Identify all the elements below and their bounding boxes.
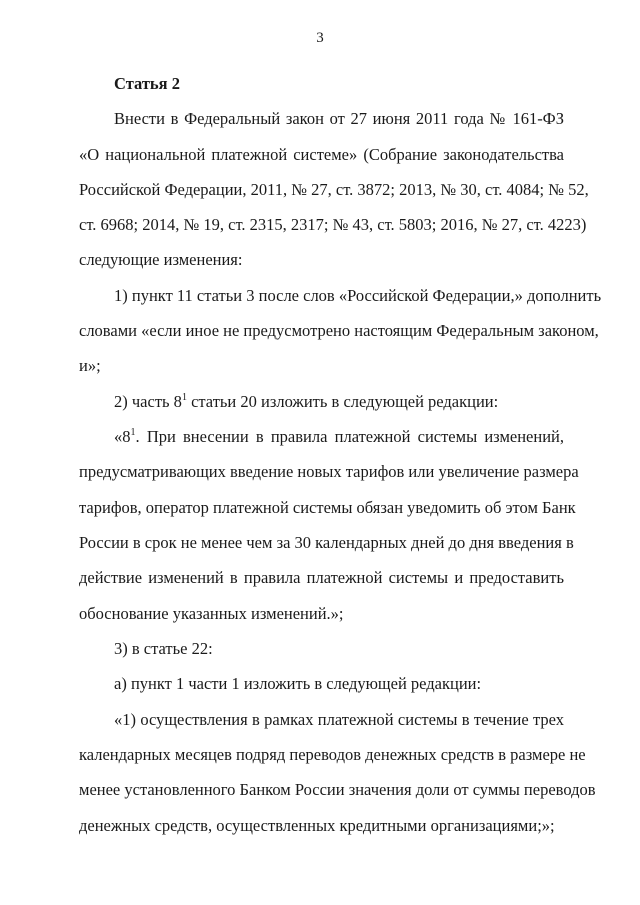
quote81-line-6: обоснование указанных изменений.»;	[79, 604, 344, 623]
quote81-line-3: тарифов, оператор платежной системы обязан уведомить об этом Банк	[79, 498, 576, 517]
quote1-line-4: денежных средств, осуществленных кредитными организациями;»;	[79, 816, 555, 835]
item2-superscript: 1	[181, 392, 187, 403]
item1-line-2: словами «если иное не предусмотрено настоящим Федеральным законом,	[79, 321, 599, 340]
item1-line-3: и»;	[79, 356, 101, 375]
quote81-text-after: . При внесении в правила платежной системы изменений,	[135, 427, 564, 446]
item2-text-after: статьи 20 изложить в следующей редакции:	[186, 392, 499, 411]
quote1-line-2: календарных месяцев подряд переводов денежных средств в размере не	[79, 745, 586, 764]
item2-line-1	[114, 391, 498, 413]
quote81-line-5: действие изменений в правила платежной системы и предоставить	[79, 568, 564, 587]
quote1-line-1: «1) осуществления в рамках платежной системы в течение трех	[114, 710, 564, 729]
para1-line-5: следующие изменения:	[79, 250, 243, 269]
quote1-line-3: менее установленного Банком России значения доли от суммы переводов	[79, 780, 596, 799]
page-number: 3	[316, 30, 324, 46]
quote81-line-1	[114, 426, 564, 448]
quote81-line-2: предусматривающих введение новых тарифов или увеличение размера	[79, 462, 579, 481]
para1-line-3: Российской Федерации, 2011, № 27, ст. 3872; 2013, № 30, ст. 4084; № 52,	[79, 180, 589, 199]
quote81-superscript: 1	[130, 427, 136, 438]
item1-line-1: 1) пункт 11 статьи 3 после слов «Российской Федерации,» дополнить	[114, 286, 602, 305]
quote81-text-before: «8	[114, 427, 131, 446]
para1-line-4: ст. 6968; 2014, № 19, ст. 2315, 2317; № 43, ст. 5803; 2016, № 27, ст. 4223)	[79, 215, 587, 234]
article-heading: Статья 2	[114, 74, 180, 93]
item2-text-before: 2) часть 8	[114, 392, 182, 411]
item3-line: 3) в статье 22:	[114, 639, 213, 658]
para1-line-2: «О национальной платежной системе» (Собрание законодательства	[79, 145, 564, 164]
para1-line-1: Внести в Федеральный закон от 27 июня 2011 года № 161-ФЗ	[114, 109, 564, 128]
item3a-line: а) пункт 1 части 1 изложить в следующей редакции:	[114, 674, 482, 693]
quote81-line-4: России в срок не менее чем за 30 календарных дней до дня введения в	[79, 533, 574, 552]
